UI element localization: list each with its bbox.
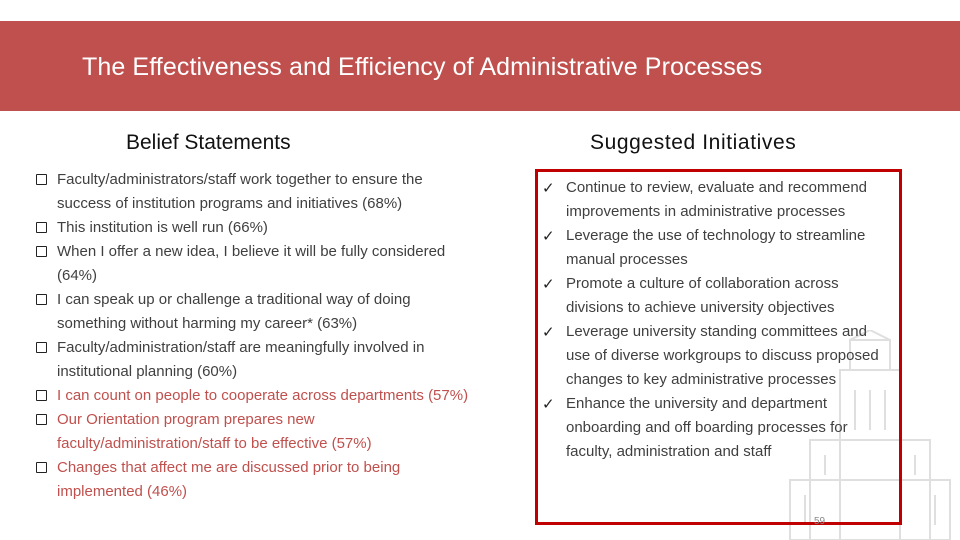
belief-item <box>36 336 476 384</box>
belief-item <box>36 240 476 288</box>
belief-text: When I offer a new idea, I believe it will be fully considered (64%) <box>57 243 446 284</box>
belief-item <box>36 384 476 408</box>
checkbox-icon <box>36 414 47 425</box>
checkbox-icon <box>36 294 47 305</box>
suggested-initiatives-heading: Suggested Initiatives <box>590 131 797 154</box>
belief-item <box>36 216 476 240</box>
belief-item <box>36 456 476 504</box>
checkmark-icon: ✓ <box>542 179 555 197</box>
checkmark-icon: ✓ <box>542 275 555 293</box>
slide-title: The Effectiveness and Efficiency of Administrative Processes <box>82 53 763 81</box>
belief-text: Changes that affect me are discussed prior to being implemented (46%) <box>57 459 401 500</box>
checkbox-icon <box>36 342 47 353</box>
belief-text: Faculty/administrators/staff work together to ensure the success of institution programs and initiatives (68%) <box>57 171 423 212</box>
initiative-text: Promote a culture of collaboration across divisions to achieve university objectives <box>566 275 839 316</box>
initiative-item <box>542 320 887 392</box>
initiative-item <box>542 272 887 320</box>
initiative-text: Enhance the university and department onboarding and off boarding processes for faculty, administration and staff <box>566 395 848 460</box>
checkmark-icon: ✓ <box>542 395 555 413</box>
checkmark-icon: ✓ <box>542 227 555 245</box>
belief-text: This institution is well run (66%) <box>57 219 268 236</box>
initiative-item <box>542 176 887 224</box>
checkbox-icon <box>36 462 47 473</box>
belief-text: I can count on people to cooperate across departments (57%) <box>57 387 469 404</box>
initiative-item <box>542 224 887 272</box>
belief-text: Faculty/administration/staff are meaningfully involved in institutional planning (60%) <box>57 339 425 380</box>
belief-item <box>36 288 476 336</box>
checkmark-icon: ✓ <box>542 323 555 341</box>
checkbox-icon <box>36 174 47 185</box>
initiative-text: Leverage the use of technology to streamline manual processes <box>566 227 866 268</box>
checkbox-icon <box>36 246 47 257</box>
belief-statements-list <box>36 168 476 504</box>
initiative-item <box>542 392 887 464</box>
initiative-text: Leverage university standing committees and use of diverse workgroups to discuss proposed changes to key administrative processes <box>566 323 879 388</box>
belief-item <box>36 168 476 216</box>
suggested-initiatives-list <box>542 176 887 464</box>
belief-text: I can speak up or challenge a traditional way of doing something without harming my career* (63%) <box>57 291 411 332</box>
page-number: 59 <box>814 516 826 527</box>
checkbox-icon <box>36 222 47 233</box>
belief-text: Our Orientation program prepares new faculty/administration/staff to be effective (57%) <box>57 411 372 452</box>
belief-statements-heading: Belief Statements <box>126 131 291 154</box>
initiative-text: Continue to review, evaluate and recommend improvements in administrative processes <box>566 179 868 220</box>
checkbox-icon <box>36 390 47 401</box>
belief-item <box>36 408 476 456</box>
